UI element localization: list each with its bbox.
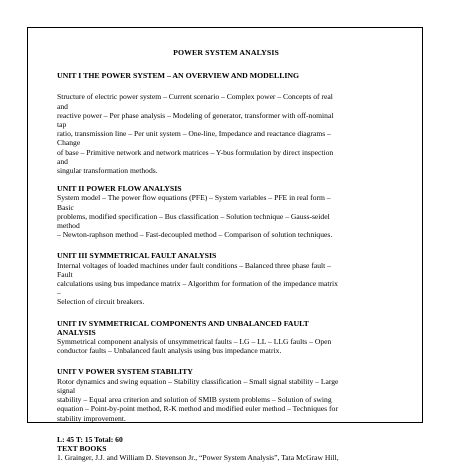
unit-1-line: singular transformation methods. — [57, 166, 158, 176]
unit-2-line: System model – The power flow equations (PFE) – System variables – PFE in real form – — [57, 193, 331, 203]
unit-4 — [57, 319, 395, 356]
spacer — [57, 355, 395, 367]
unit-5 — [57, 367, 395, 422]
unit-2-heading: UNIT II POWER FLOW ANALYSIS — [57, 184, 182, 194]
unit-5-line: Rotor dynamics and swing equation – Stability classification – Small signal stability – Large — [57, 376, 339, 386]
spacer — [57, 80, 395, 92]
spacer — [57, 307, 395, 319]
unit-1-line: of base – Primitive network and network matrices – Y-bus formulation by direct inspection — [57, 147, 334, 157]
unit-3-line: calculations using bus impedance matrix – Algorithm for formation of the impedance matrix — [57, 279, 338, 289]
unit-1-line: Change — [57, 138, 81, 148]
hours-summary: L: 45 T: 15 Total: 60 — [57, 434, 123, 444]
unit-3-line: – — [57, 288, 61, 298]
unit-4-body — [57, 337, 395, 355]
spacer — [57, 175, 395, 184]
unit-4-line: Symmetrical component analysis of unsymmetrical faults – LG – LL – LLG faults – Open — [57, 337, 332, 347]
unit-1 — [57, 71, 395, 175]
unit-5-line: stability – Equal area criterion and solution of SMIB system problems – Solution of swing — [57, 395, 332, 405]
unit-1-line: tap — [57, 120, 67, 130]
textbooks-heading: TEXT BOOKS — [57, 443, 107, 453]
unit-2-body — [57, 193, 395, 239]
unit-5-heading: UNIT V POWER SYSTEM STABILITY — [57, 367, 193, 377]
syllabus-page — [57, 48, 395, 462]
textbook-entry: 1. Grainger, J.J. and William D. Stevenson Jr., “Power System Analysis”, Tata McGraw Hill, — [57, 453, 339, 462]
unit-5-body — [57, 377, 395, 423]
unit-4-line: conductor faults – Unbalanced fault analysis using bus impedance matrix. — [57, 346, 282, 356]
unit-1-line: reactive power – Per phase analysis – Modeling of generator, transformer with off-nominal — [57, 110, 334, 120]
unit-5-line: signal — [57, 385, 76, 395]
unit-5-line: equation – Point-by-point method, R-K method and modified euler method – Techniques for — [57, 404, 338, 414]
unit-3-heading: UNIT III SYMMETRICAL FAULT ANALYSIS — [57, 251, 217, 261]
unit-2-line: Basic — [57, 202, 74, 212]
unit-4-heading — [57, 319, 395, 337]
unit-3-line: Internal voltages of loaded machines under fault conditions – Balanced three phase fault – — [57, 260, 331, 270]
unit-1-heading: UNIT I THE POWER SYSTEM – AN OVERVIEW AND MODELLING — [57, 71, 300, 81]
unit-2-line: method — [57, 221, 80, 231]
unit-3 — [57, 251, 395, 306]
document-title: POWER SYSTEM ANALYSIS — [173, 48, 279, 57]
unit-1-line: and — [57, 101, 68, 111]
unit-4-heading-line: UNIT IV SYMMETRICAL COMPONENTS AND UNBALANCED FAULT — [57, 318, 309, 328]
unit-3-body — [57, 261, 395, 307]
unit-3-line: Fault — [57, 269, 73, 279]
unit-1-line: Structure of electric power system – Current scenario – Complex power – Concepts of real — [57, 92, 333, 102]
unit-3-line: Selection of circuit breakers. — [57, 297, 145, 307]
unit-2-line: – Newton-raphson method – Fast-decoupled method – Comparison of solution techniques. — [57, 230, 333, 240]
unit-5-line: stability improvement. — [57, 413, 126, 423]
unit-1-line: and — [57, 156, 68, 166]
unit-2 — [57, 184, 395, 239]
unit-2-line: problems, modified specification – Bus classification – Solution technique – Gauss-seidel — [57, 211, 330, 221]
unit-1-line: ratio, transmission line – Per unit system – One-line, Impedance and reactance diagrams – — [57, 129, 331, 139]
spacer — [57, 423, 395, 435]
unit-4-heading-line: ANALYSIS — [57, 327, 96, 337]
spacer — [57, 239, 395, 251]
unit-1-body — [57, 92, 395, 175]
